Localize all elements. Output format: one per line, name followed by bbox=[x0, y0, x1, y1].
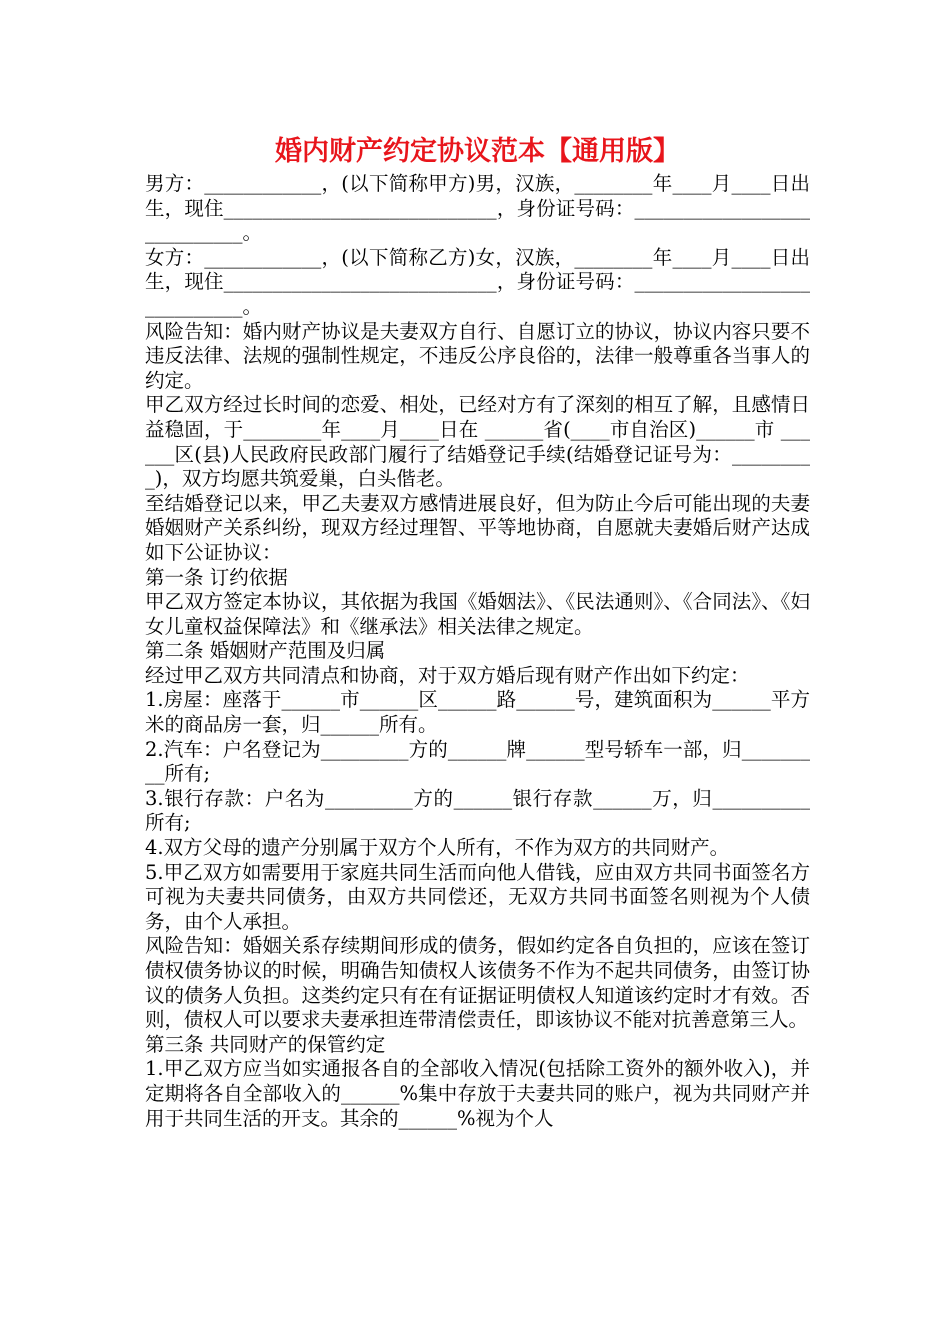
item-car: 2.汽车：户名登记为_________方的______牌______型号轿车一部，归_________所有; bbox=[145, 737, 810, 786]
party-a-info: 男方：____________，(以下简称甲方)男，汉族，________年____月____日出生，现住____________________________，身份证号码：____________________________。 bbox=[145, 172, 810, 245]
agreement-preamble: 至结婚登记以来，甲乙夫妻双方感情进展良好，但为防止今后可能出现的夫妻婚姻财产关系纠纷，现双方经过理智、平等地协商，自愿就夫妻婚后财产达成如下公证协议： bbox=[145, 491, 810, 564]
article-3-heading: 第三条 共同财产的保管约定 bbox=[145, 1032, 386, 1056]
risk-notice-2: 风险告知：婚姻关系存续期间形成的债务，假如约定各自负担的，应该在签订债权债务协议的时候，明确告知债权人该债务不作为不起共同债务，由签订协议的债务人负担。这类约定只有在有证据证明债权人知道该约定时才有效。否则，债权人可以要求夫妻承担连带清偿责任，即该协议不能对抗善意第三人。 bbox=[145, 934, 810, 1032]
article-1-content: 甲乙双方签定本协议，其依据为我国《婚姻法》、《民法通则》、《合同法》、《妇女儿童权益保障法》和《继承法》相关法律之规定。 bbox=[145, 590, 810, 638]
item-inheritance: 4.双方父母的遗产分别属于双方个人所有，不作为双方的共同财产。 bbox=[145, 836, 730, 860]
risk-notice-1: 风险告知：婚内财产协议是夫妻双方自行、自愿订立的协议，协议内容只要不违反法律、法规的强制性规定，不违反公序良俗的，法律一般尊重各当事人的约定。 bbox=[145, 319, 810, 392]
party-b-info: 女方：____________，(以下简称乙方)女，汉族，________年____月____日出生，现住____________________________，身份证号码：____________________________。 bbox=[145, 245, 810, 318]
article-3-item-1: 1.甲乙双方应当如实通报各自的全部收入情况(包括除工资外的额外收入)，并定期将各自全部收入的______%集中存放于夫妻共同的账户，视为共同财产并用于共同生活的开支。其余的______%视为个人 bbox=[145, 1057, 810, 1130]
document-page bbox=[145, 132, 810, 1131]
article-1-heading: 第一条 订约依据 bbox=[145, 565, 288, 589]
item-bank-deposit: 3.银行存款：户名为_________方的______银行存款______万，归__________所有; bbox=[145, 786, 810, 835]
document-body bbox=[145, 172, 810, 1131]
marriage-registration: 甲乙双方经过长时间的恋爱、相处，已经对方有了深刻的相互了解，且感情日益稳固，于________年____月____日在 ______省(____市自治区)______市 ______区(县)人民政府民政部门履行了结婚登记手续(结婚登记证号为：_________)，双方均愿共筑爱巢，白头偕老。 bbox=[145, 393, 810, 491]
item-house: 1.房屋：座落于______市______区______路______号，建筑面积为______平方米的商品房一套，归______所有。 bbox=[145, 688, 810, 737]
item-debt: 5.甲乙双方如需要用于家庭共同生活而向他人借钱，应由双方共同书面签名方可视为夫妻共同债务，由双方共同偿还，无双方共同书面签名则视为个人债务，由个人承担。 bbox=[145, 860, 810, 933]
document-title: 婚内财产约定协议范本【通用版】 bbox=[275, 136, 680, 167]
article-2-heading: 第二条 婚姻财产范围及归属 bbox=[145, 639, 386, 663]
article-2-intro: 经过甲乙双方共同清点和协商，对于双方婚后现有财产作出如下约定： bbox=[145, 663, 750, 687]
